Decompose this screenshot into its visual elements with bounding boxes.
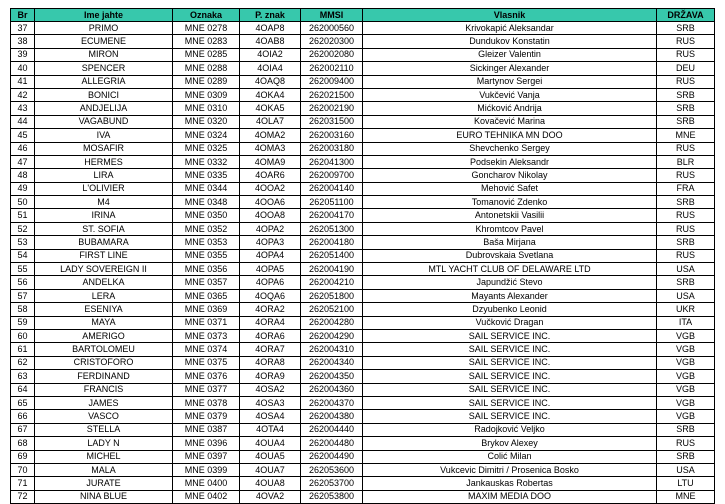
table-row <box>11 329 715 342</box>
cell-number: 48 <box>11 169 35 182</box>
cell-mmsi: 262004170 <box>301 209 363 222</box>
cell-call-sign: 4OOA2 <box>240 182 301 195</box>
cell-mmsi: 262009700 <box>301 169 363 182</box>
cell-call-sign: 4OPA5 <box>240 263 301 276</box>
cell-call-sign: 4OUA5 <box>240 450 301 463</box>
cell-call-sign: 4OAR6 <box>240 169 301 182</box>
cell-mark: MNE 0399 <box>173 463 240 476</box>
cell-mark: MNE 0335 <box>173 169 240 182</box>
cell-owner: Krivokapić Aleksandar <box>363 22 657 35</box>
table-row <box>11 463 715 476</box>
cell-country: SRB <box>657 88 715 101</box>
cell-country: VGB <box>657 356 715 369</box>
cell-mmsi: 262004480 <box>301 437 363 450</box>
cell-yacht-name: ANDELKA <box>35 276 173 289</box>
cell-owner: SAIL SERVICE INC. <box>363 410 657 423</box>
cell-mark: MNE 0396 <box>173 437 240 450</box>
cell-yacht-name: ESENIYA <box>35 303 173 316</box>
cell-number: 47 <box>11 155 35 168</box>
cell-yacht-name: M4 <box>35 196 173 209</box>
cell-call-sign: 4OPA4 <box>240 249 301 262</box>
cell-call-sign: 4OMA3 <box>240 142 301 155</box>
cell-call-sign: 4OAP8 <box>240 22 301 35</box>
cell-mark: MNE 0397 <box>173 450 240 463</box>
table-row <box>11 343 715 356</box>
cell-owner: SAIL SERVICE INC. <box>363 356 657 369</box>
cell-mark: MNE 0353 <box>173 236 240 249</box>
cell-number: 68 <box>11 437 35 450</box>
cell-yacht-name: LERA <box>35 289 173 302</box>
cell-mark: MNE 0289 <box>173 75 240 88</box>
cell-mmsi: 262051100 <box>301 196 363 209</box>
cell-country: RUS <box>657 169 715 182</box>
cell-mmsi: 262020300 <box>301 35 363 48</box>
cell-country: DEU <box>657 62 715 75</box>
cell-mark: MNE 0278 <box>173 22 240 35</box>
cell-mark: MNE 0320 <box>173 115 240 128</box>
cell-number: 72 <box>11 490 35 503</box>
cell-owner: SAIL SERVICE INC. <box>363 343 657 356</box>
cell-number: 50 <box>11 196 35 209</box>
cell-country: VGB <box>657 370 715 383</box>
cell-country: VGB <box>657 329 715 342</box>
cell-yacht-name: MOSAFIR <box>35 142 173 155</box>
cell-owner: Goncharov Nikolay <box>363 169 657 182</box>
cell-call-sign: 4OLA7 <box>240 115 301 128</box>
cell-call-sign: 4OPA6 <box>240 276 301 289</box>
table-row <box>11 155 715 168</box>
cell-call-sign: 4OKA5 <box>240 102 301 115</box>
cell-country: BLR <box>657 155 715 168</box>
cell-call-sign: 4OTA4 <box>240 423 301 436</box>
cell-mark: MNE 0356 <box>173 263 240 276</box>
cell-number: 42 <box>11 88 35 101</box>
cell-number: 58 <box>11 303 35 316</box>
cell-yacht-name: JAMES <box>35 396 173 409</box>
cell-mmsi: 262003180 <box>301 142 363 155</box>
cell-yacht-name: IRINA <box>35 209 173 222</box>
table-header-row <box>11 9 715 22</box>
cell-mmsi: 262051800 <box>301 289 363 302</box>
cell-yacht-name: FERDINAND <box>35 370 173 383</box>
cell-mmsi: 262009400 <box>301 75 363 88</box>
cell-number: 60 <box>11 329 35 342</box>
table-body <box>11 22 715 504</box>
cell-number: 37 <box>11 22 35 35</box>
cell-number: 49 <box>11 182 35 195</box>
cell-yacht-name: L'OLIVIER <box>35 182 173 195</box>
cell-owner: Jankauskas Robertas <box>363 477 657 490</box>
cell-country: SRB <box>657 115 715 128</box>
cell-mark: MNE 0332 <box>173 155 240 168</box>
table-row <box>11 289 715 302</box>
cell-call-sign: 4OOA8 <box>240 209 301 222</box>
cell-country: FRA <box>657 182 715 195</box>
cell-mark: MNE 0357 <box>173 276 240 289</box>
cell-yacht-name: BONICI <box>35 88 173 101</box>
cell-yacht-name: LADY SOVEREIGN II <box>35 263 173 276</box>
cell-country: RUS <box>657 249 715 262</box>
table-row <box>11 423 715 436</box>
cell-country: VGB <box>657 410 715 423</box>
cell-number: 63 <box>11 370 35 383</box>
cell-mark: MNE 0387 <box>173 423 240 436</box>
cell-yacht-name: FRANCIS <box>35 383 173 396</box>
cell-yacht-name: CRISTOFORO <box>35 356 173 369</box>
cell-call-sign: 4ORA7 <box>240 343 301 356</box>
cell-number: 55 <box>11 263 35 276</box>
cell-country: ITA <box>657 316 715 329</box>
table-row <box>11 196 715 209</box>
table-row <box>11 182 715 195</box>
cell-number: 65 <box>11 396 35 409</box>
cell-number: 51 <box>11 209 35 222</box>
table-row <box>11 209 715 222</box>
cell-call-sign: 4ORA2 <box>240 303 301 316</box>
cell-mark: MNE 0325 <box>173 142 240 155</box>
table-row <box>11 383 715 396</box>
cell-country: RUS <box>657 48 715 61</box>
cell-owner: Dubrovskaia Svetlana <box>363 249 657 262</box>
cell-country: VGB <box>657 383 715 396</box>
cell-mark: MNE 0402 <box>173 490 240 503</box>
cell-country: SRB <box>657 236 715 249</box>
cell-yacht-name: AMERIGO <box>35 329 173 342</box>
cell-country: RUS <box>657 75 715 88</box>
cell-mark: MNE 0344 <box>173 182 240 195</box>
cell-country: VGB <box>657 343 715 356</box>
cell-number: 39 <box>11 48 35 61</box>
cell-number: 46 <box>11 142 35 155</box>
cell-mark: MNE 0352 <box>173 222 240 235</box>
cell-mark: MNE 0324 <box>173 129 240 142</box>
cell-mark: MNE 0350 <box>173 209 240 222</box>
cell-number: 40 <box>11 62 35 75</box>
cell-owner: SAIL SERVICE INC. <box>363 396 657 409</box>
table-row <box>11 477 715 490</box>
cell-yacht-name: LIRA <box>35 169 173 182</box>
cell-mmsi: 262004350 <box>301 370 363 383</box>
cell-country: MNE <box>657 129 715 142</box>
cell-call-sign: 4ORA4 <box>240 316 301 329</box>
cell-call-sign: 4OKA4 <box>240 88 301 101</box>
cell-owner: Sickinger Alexander <box>363 62 657 75</box>
cell-call-sign: 4OMA9 <box>240 155 301 168</box>
cell-yacht-name: ST. SOFIA <box>35 222 173 235</box>
cell-yacht-name: PRIMO <box>35 22 173 35</box>
cell-number: 57 <box>11 289 35 302</box>
cell-mmsi: 262003160 <box>301 129 363 142</box>
cell-owner: Dzyubenko Leonid <box>363 303 657 316</box>
cell-yacht-name: BUBAMARA <box>35 236 173 249</box>
cell-mmsi: 262000560 <box>301 22 363 35</box>
cell-mark: MNE 0374 <box>173 343 240 356</box>
table-row <box>11 490 715 503</box>
cell-mark: MNE 0371 <box>173 316 240 329</box>
cell-call-sign: 4OUA8 <box>240 477 301 490</box>
cell-mark: MNE 0375 <box>173 356 240 369</box>
cell-owner: Podsekin Aleksandr <box>363 155 657 168</box>
cell-owner: Antonetskii Vasilii <box>363 209 657 222</box>
cell-owner: Vukcevic Dimitri / Prosenica Bosko <box>363 463 657 476</box>
cell-number: 44 <box>11 115 35 128</box>
cell-country: USA <box>657 263 715 276</box>
cell-call-sign: 4OPA2 <box>240 222 301 235</box>
table-row <box>11 22 715 35</box>
cell-mark: MNE 0365 <box>173 289 240 302</box>
cell-yacht-name: BARTOLOMEU <box>35 343 173 356</box>
cell-owner: Shevchenko Sergey <box>363 142 657 155</box>
cell-owner: SAIL SERVICE INC. <box>363 329 657 342</box>
cell-country: SRB <box>657 450 715 463</box>
cell-mmsi: 262002190 <box>301 102 363 115</box>
cell-mmsi: 262031500 <box>301 115 363 128</box>
column-header-mmsi: MMSI <box>301 9 363 22</box>
cell-call-sign: 4OQA6 <box>240 289 301 302</box>
cell-yacht-name: NINA BLUE <box>35 490 173 503</box>
cell-number: 70 <box>11 463 35 476</box>
table-row <box>11 169 715 182</box>
table-row <box>11 437 715 450</box>
cell-number: 52 <box>11 222 35 235</box>
cell-yacht-name: IVA <box>35 129 173 142</box>
cell-number: 41 <box>11 75 35 88</box>
cell-mmsi: 262004360 <box>301 383 363 396</box>
cell-owner: EURO TEHNIKA MN DOO <box>363 129 657 142</box>
cell-yacht-name: MIRON <box>35 48 173 61</box>
cell-country: LTU <box>657 477 715 490</box>
cell-number: 62 <box>11 356 35 369</box>
cell-mmsi: 262004440 <box>301 423 363 436</box>
cell-owner: Martynov Sergei <box>363 75 657 88</box>
table-row <box>11 316 715 329</box>
table-row <box>11 396 715 409</box>
table-row <box>11 222 715 235</box>
cell-call-sign: 4ORA9 <box>240 370 301 383</box>
cell-yacht-name: ALLEGRIA <box>35 75 173 88</box>
cell-country: SRB <box>657 276 715 289</box>
table-row <box>11 276 715 289</box>
cell-owner: Tomanović Zdenko <box>363 196 657 209</box>
column-header-country: DRŽAVA <box>657 9 715 22</box>
cell-call-sign: 4OSA4 <box>240 410 301 423</box>
cell-call-sign: 4OAQ8 <box>240 75 301 88</box>
cell-yacht-name: FIRST LINE <box>35 249 173 262</box>
cell-country: SRB <box>657 196 715 209</box>
cell-mmsi: 262053700 <box>301 477 363 490</box>
cell-yacht-name: STELLA <box>35 423 173 436</box>
cell-mmsi: 262002080 <box>301 48 363 61</box>
cell-country: VGB <box>657 396 715 409</box>
table-row <box>11 129 715 142</box>
cell-mmsi: 262004190 <box>301 263 363 276</box>
cell-yacht-name: ECUMENE <box>35 35 173 48</box>
cell-number: 66 <box>11 410 35 423</box>
cell-owner: Japundžić Stevo <box>363 276 657 289</box>
cell-call-sign: 4ORA6 <box>240 329 301 342</box>
table-row <box>11 62 715 75</box>
cell-owner: SAIL SERVICE INC. <box>363 370 657 383</box>
table-row <box>11 303 715 316</box>
cell-owner: Brykov Alexey <box>363 437 657 450</box>
cell-mark: MNE 0283 <box>173 35 240 48</box>
cell-mmsi: 262041300 <box>301 155 363 168</box>
cell-call-sign: 4OSA3 <box>240 396 301 409</box>
cell-country: MNE <box>657 490 715 503</box>
table-row <box>11 102 715 115</box>
cell-mmsi: 262053800 <box>301 490 363 503</box>
cell-mmsi: 262052100 <box>301 303 363 316</box>
table-row <box>11 450 715 463</box>
cell-owner: MTL YACHT CLUB OF DELAWARE LTD <box>363 263 657 276</box>
table-row <box>11 75 715 88</box>
cell-number: 43 <box>11 102 35 115</box>
cell-mark: MNE 0355 <box>173 249 240 262</box>
cell-mark: MNE 0309 <box>173 88 240 101</box>
cell-owner: Kovačević Marina <box>363 115 657 128</box>
table-row <box>11 88 715 101</box>
cell-number: 64 <box>11 383 35 396</box>
cell-mark: MNE 0400 <box>173 477 240 490</box>
cell-mmsi: 262004340 <box>301 356 363 369</box>
column-header-yacht-name: Ime jahte <box>35 9 173 22</box>
cell-number: 61 <box>11 343 35 356</box>
cell-mmsi: 262002110 <box>301 62 363 75</box>
cell-owner: Gleizer Valentin <box>363 48 657 61</box>
cell-call-sign: 4OVA2 <box>240 490 301 503</box>
cell-mark: MNE 0377 <box>173 383 240 396</box>
column-header-owner: Vlasnik <box>363 9 657 22</box>
cell-yacht-name: LADY N <box>35 437 173 450</box>
cell-mark: MNE 0348 <box>173 196 240 209</box>
cell-owner: Mićković Andrija <box>363 102 657 115</box>
cell-mark: MNE 0285 <box>173 48 240 61</box>
cell-owner: Dundukov Konstatin <box>363 35 657 48</box>
cell-owner: MAXIM MEDIA DOO <box>363 490 657 503</box>
cell-country: RUS <box>657 209 715 222</box>
cell-owner: Mayants Alexander <box>363 289 657 302</box>
cell-yacht-name: MAYA <box>35 316 173 329</box>
cell-mmsi: 262004380 <box>301 410 363 423</box>
cell-yacht-name: ANDJELIJA <box>35 102 173 115</box>
cell-call-sign: 4OIA4 <box>240 62 301 75</box>
cell-owner: Radojković Veljko <box>363 423 657 436</box>
cell-mmsi: 262004310 <box>301 343 363 356</box>
cell-call-sign: 4OAB8 <box>240 35 301 48</box>
table-row <box>11 370 715 383</box>
yacht-registry-table <box>10 8 715 504</box>
cell-number: 67 <box>11 423 35 436</box>
cell-country: USA <box>657 463 715 476</box>
cell-mark: MNE 0288 <box>173 62 240 75</box>
cell-owner: Mehović Safet <box>363 182 657 195</box>
table-row <box>11 249 715 262</box>
cell-mmsi: 262051400 <box>301 249 363 262</box>
column-header-number: Br <box>11 9 35 22</box>
cell-owner: Vučković Dragan <box>363 316 657 329</box>
table-row <box>11 115 715 128</box>
cell-number: 53 <box>11 236 35 249</box>
cell-call-sign: 4OOA6 <box>240 196 301 209</box>
cell-mmsi: 262004370 <box>301 396 363 409</box>
cell-yacht-name: MICHEL <box>35 450 173 463</box>
cell-mmsi: 262053600 <box>301 463 363 476</box>
cell-mark: MNE 0373 <box>173 329 240 342</box>
table-row <box>11 410 715 423</box>
cell-owner: Colić Milan <box>363 450 657 463</box>
table-row <box>11 236 715 249</box>
cell-yacht-name: MALA <box>35 463 173 476</box>
cell-mark: MNE 0310 <box>173 102 240 115</box>
cell-mark: MNE 0376 <box>173 370 240 383</box>
cell-mark: MNE 0369 <box>173 303 240 316</box>
cell-call-sign: 4OIA2 <box>240 48 301 61</box>
cell-yacht-name: JURATE <box>35 477 173 490</box>
cell-country: RUS <box>657 222 715 235</box>
cell-mmsi: 262004290 <box>301 329 363 342</box>
cell-number: 54 <box>11 249 35 262</box>
cell-number: 38 <box>11 35 35 48</box>
cell-call-sign: 4OMA2 <box>240 129 301 142</box>
table-row <box>11 35 715 48</box>
cell-country: USA <box>657 289 715 302</box>
column-header-call-sign: P. znak <box>240 9 301 22</box>
cell-country: SRB <box>657 423 715 436</box>
cell-country: RUS <box>657 142 715 155</box>
cell-number: 45 <box>11 129 35 142</box>
cell-number: 59 <box>11 316 35 329</box>
cell-yacht-name: SPENCER <box>35 62 173 75</box>
cell-yacht-name: VAGABUND <box>35 115 173 128</box>
cell-mmsi: 262021500 <box>301 88 363 101</box>
cell-country: SRB <box>657 102 715 115</box>
column-header-mark: Oznaka <box>173 9 240 22</box>
cell-call-sign: 4OSA2 <box>240 383 301 396</box>
cell-owner: Khromtcov Pavel <box>363 222 657 235</box>
cell-yacht-name: VASCO <box>35 410 173 423</box>
cell-call-sign: 4OUA7 <box>240 463 301 476</box>
cell-number: 71 <box>11 477 35 490</box>
cell-call-sign: 4OPA3 <box>240 236 301 249</box>
cell-number: 69 <box>11 450 35 463</box>
cell-call-sign: 4ORA8 <box>240 356 301 369</box>
cell-owner: Vukčević Vanja <box>363 88 657 101</box>
cell-country: RUS <box>657 35 715 48</box>
cell-mmsi: 262004490 <box>301 450 363 463</box>
cell-country: SRB <box>657 22 715 35</box>
table-row <box>11 356 715 369</box>
cell-country: RUS <box>657 437 715 450</box>
cell-call-sign: 4OUA4 <box>240 437 301 450</box>
table-row <box>11 142 715 155</box>
cell-mmsi: 262004280 <box>301 316 363 329</box>
cell-number: 56 <box>11 276 35 289</box>
cell-mmsi: 262004180 <box>301 236 363 249</box>
cell-mmsi: 262004140 <box>301 182 363 195</box>
cell-yacht-name: HERMES <box>35 155 173 168</box>
cell-owner: SAIL SERVICE INC. <box>363 383 657 396</box>
cell-mmsi: 262004210 <box>301 276 363 289</box>
table-row <box>11 48 715 61</box>
cell-country: UKR <box>657 303 715 316</box>
cell-mark: MNE 0378 <box>173 396 240 409</box>
cell-mmsi: 262051300 <box>301 222 363 235</box>
cell-owner: Baša Mirjana <box>363 236 657 249</box>
cell-mark: MNE 0379 <box>173 410 240 423</box>
table-row <box>11 263 715 276</box>
